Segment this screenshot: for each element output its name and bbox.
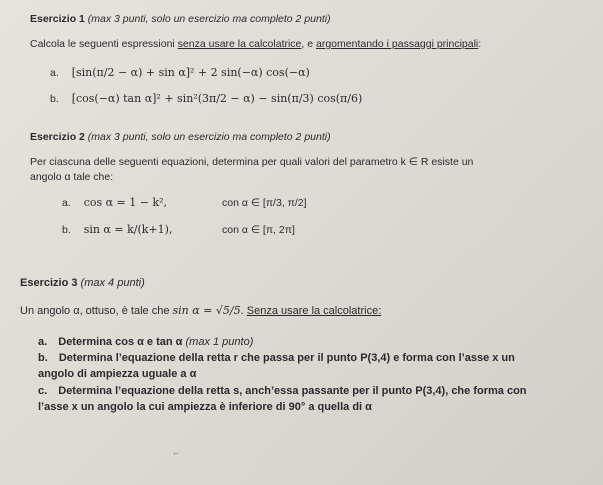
exercise-3-item-b-cont: angolo di ampiezza uguale a α (38, 368, 197, 380)
intro-text: Un angolo α, ottuso, è tale che (20, 305, 173, 317)
math-expression: [sin(π/2 − α) + sin α]² + 2 sin(−α) cos(−α) (71, 66, 310, 79)
exercise-2-instructions-line-2: angolo α tale che: (30, 171, 114, 183)
instr-no-calculator: Senza usare la calcolatrice: (246, 305, 382, 317)
item-text: Determina l’equazione della retta r che passa per il punto P(3,4) e forma con l’asse x un (58, 352, 515, 364)
exercise-3-item-c (38, 384, 527, 398)
item-text: Determina cos α e tan α (58, 336, 183, 348)
item-label: a. (50, 67, 59, 79)
item-text: Determina l’equazione della retta s, anch’essa passante per il punto P(3,4), che forma con (58, 385, 527, 397)
exercise-3-title: Esercizio 3 (20, 277, 78, 289)
exercise-3-heading (20, 276, 145, 290)
exercise-2-item-b-condition: con α ∈ [π, 2π] (222, 224, 295, 236)
item-label: b. (38, 352, 48, 364)
math-expression: cos α = 1 − k², (83, 196, 168, 209)
exercise-2-title: Esercizio 2 (30, 131, 85, 143)
exercise-2-note: (max 3 punti, solo un esercizio ma completo 2 punti) (87, 131, 331, 143)
exercise-2-item-a-condition: con α ∈ [π/3, π/2] (222, 197, 307, 209)
exercise-1-heading (30, 12, 331, 26)
exercise-1-title: Esercizio 1 (30, 13, 85, 25)
instr-part: Calcola le seguenti espressioni (30, 38, 178, 50)
item-label: c. (38, 385, 48, 397)
exercise-2-heading (30, 130, 331, 144)
exercise-2-item-a (62, 196, 167, 210)
instr-part: , e (301, 38, 316, 50)
item-note: (max 1 punto) (185, 336, 254, 348)
stray-arrow-mark: ← (172, 448, 180, 457)
exercise-3-item-a (38, 335, 253, 349)
exercise-3-item-b (38, 351, 515, 365)
instr-argue-steps: argomentando i passaggi principali (316, 38, 479, 50)
exercise-3-item-c-cont: l’asse x un angolo la cui ampiezza è inferiore di 90° a quella di α (38, 401, 372, 413)
instr-no-calculator: senza usare la calcolatrice (177, 38, 302, 50)
math-expression: sin α = √5/5 (172, 304, 241, 317)
exercise-1-item-a (50, 66, 310, 80)
intro-text: . (240, 305, 247, 317)
exercise-2-instructions-line-1: Per ciascuna delle seguenti equazioni, determina per quali valori del parametro k ∈ R esiste un (30, 156, 474, 168)
item-label: b. (62, 224, 71, 236)
item-label: b. (50, 93, 59, 105)
exercise-3-note: (max 4 punti) (80, 277, 145, 289)
instr-part: : (478, 38, 482, 50)
exercise-3-intro (20, 304, 381, 318)
exercise-2-item-b (62, 223, 172, 237)
exercise-1-item-b (50, 92, 362, 106)
exercise-1-note: (max 3 punti, solo un esercizio ma completo 2 punti) (87, 13, 331, 25)
exercise-1-instructions (30, 37, 481, 51)
math-expression: sin α = k/(k+1), (83, 223, 173, 236)
item-label: a. (62, 197, 71, 209)
item-label: a. (38, 336, 48, 348)
math-expression: [cos(−α) tan α]² + sin²(3π/2 − α) − sin(π/3) cos(π/6) (71, 92, 363, 105)
